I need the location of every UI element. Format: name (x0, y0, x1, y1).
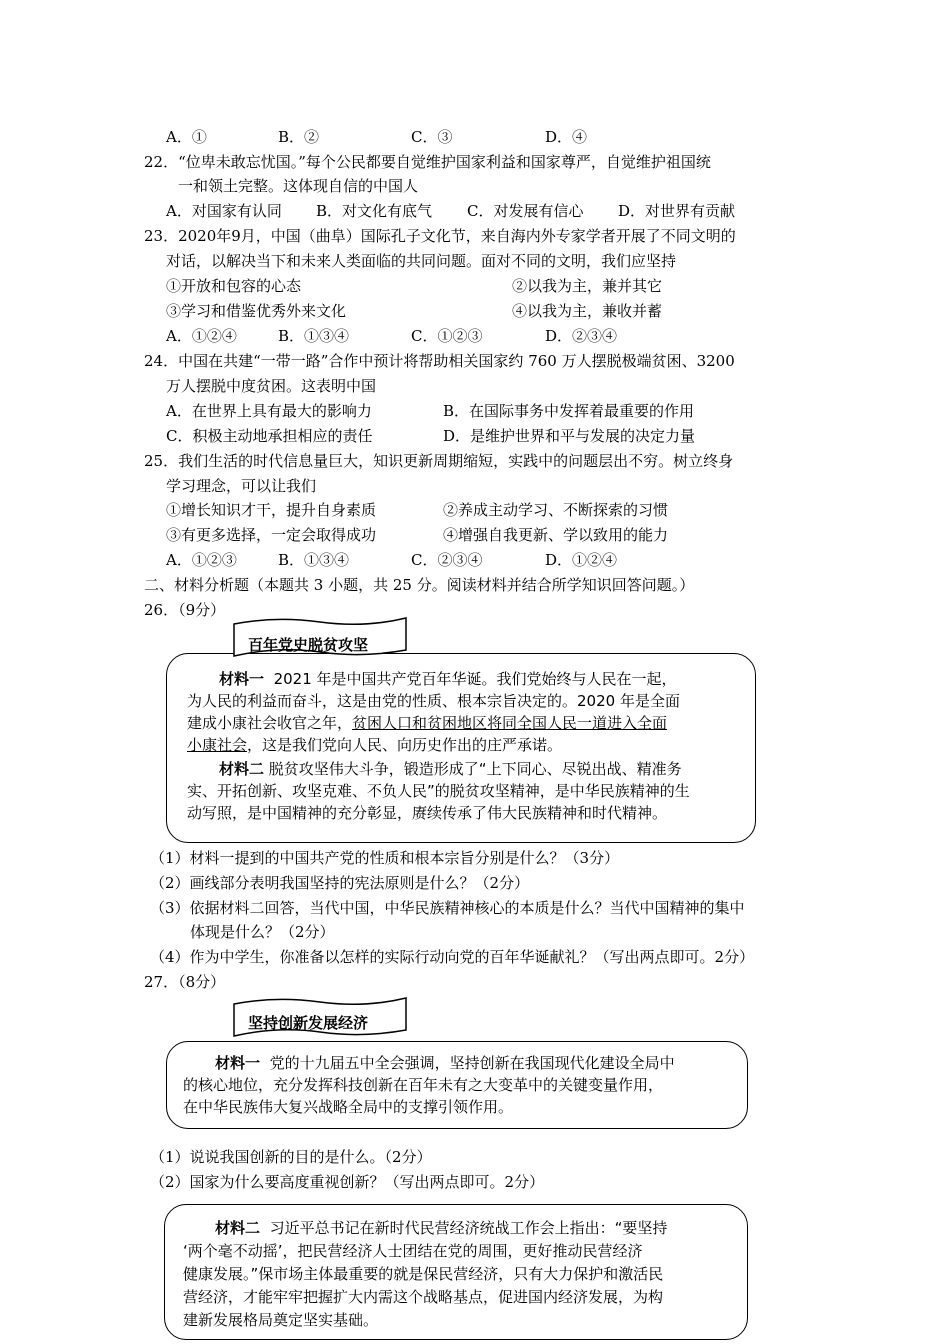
q21-option-b: B．② (278, 128, 320, 146)
q27-material1-box (166, 1041, 748, 1129)
q23-item-3: ③学习和借鉴优秀外来文化 (166, 302, 347, 320)
q27-m1-line1 (215, 1052, 675, 1074)
q23-item-1: ①开放和包容的心态 (166, 277, 302, 295)
q26-m1-underlined-2: 小康社会 (187, 736, 248, 754)
q24-option-c: C．积极主动地承担相应的责任 (166, 427, 373, 445)
q26-question-3-cont: 体现是什么？（2分） (190, 923, 335, 941)
q22-option-a: A．对国家有认同 (166, 202, 282, 220)
q26-question-2: （2）画线部分表明我国坚持的宪法原则是什么？（2分） (150, 874, 530, 892)
q26-banner-text: 百年党史脱贫攻坚 (248, 636, 369, 654)
q25-item-3: ③有更多选择，一定会取得成功 (166, 526, 377, 544)
q23-option-c: C．①②③ (411, 327, 483, 345)
q26-m1-line4 (187, 734, 562, 756)
q27-m2-line5: 建新发展格局奠定坚实基础。 (183, 1311, 379, 1329)
q26-m2-line2: 实、开拓创新、攻坚克难、不负人民”的脱贫攻坚精神，是中华民族精神的生 (187, 782, 690, 800)
q27-m2-text1: 习近平总书记在新时代民营经济统战工作会上指出：“要坚持 (269, 1219, 668, 1237)
q25-option-b: B．①③④ (278, 551, 350, 569)
q27-banner (230, 994, 410, 1042)
q24-option-d: D．是维护世界和平与发展的决定力量 (443, 427, 696, 445)
q21-option-c: C．③ (411, 128, 453, 146)
q23-item-4: ④以我为主，兼收并蓄 (512, 302, 663, 320)
q25-option-c: C．②③④ (411, 551, 483, 569)
q27-banner-text: 坚持创新发展经济 (248, 1014, 369, 1032)
q25-item-4: ④增强自我更新、学以致用的能力 (443, 526, 669, 544)
q27-m1-line2: 的核心地位，充分发挥科技创新在百年未有之大变革中的关键变量作用， (183, 1076, 664, 1094)
q26-m2-line3: 动写照，是中国精神的充分彰显，赓续传承了伟大民族精神和时代精神。 (187, 804, 668, 822)
q27-m2-line1 (215, 1217, 667, 1239)
q25-item-1: ①增长知识才干，提升自身素质 (166, 501, 377, 519)
q24-stem-line1: 24．中国在共建“一带一路”合作中预计将帮助相关国家约 760 万人摆脱极端贫困、3200 (144, 352, 735, 370)
q26-question-3: （3）依据材料二回答，当代中国，中华民族精神核心的本质是什么？当代中国精神的集中 (150, 899, 745, 917)
q26-m1-line3 (187, 712, 667, 734)
q22-option-d: D．对世界有贡献 (618, 202, 736, 220)
q26-m1-line1 (219, 668, 677, 690)
q26-m1-text1: 2021 年是中国共产党百年华诞。我们党始终与人民在一起， (273, 670, 677, 688)
q26-m1-label: 材料一 (219, 670, 265, 688)
q27-material2-box (164, 1204, 748, 1340)
q26-m1-text3: 建成小康社会收官之年， (187, 714, 353, 732)
q26-banner (230, 614, 410, 662)
q26-m2-line1 (219, 758, 682, 780)
q25-item-2: ②养成主动学习、不断探索的习惯 (443, 501, 669, 519)
q27-number: 27．（8分） (144, 973, 226, 991)
q23-option-d: D．②③④ (545, 327, 618, 345)
q26-number: 26．（9分） (144, 601, 226, 619)
q26-m1-underlined-1: 贫困人口和贫困地区将同全国人民一道进入全面 (352, 714, 668, 732)
q26-material-box (166, 653, 756, 843)
q26-m2-label: 材料二 (219, 760, 265, 778)
q24-stem-line2: 万人摆脱中度贫困。这表明中国 (166, 377, 377, 395)
q27-m1-line3: 在中华民族伟大复兴战略全局中的支撑引领作用。 (183, 1098, 514, 1116)
section-heading: 二、材料分析题（本题共 3 小题，共 25 分。阅读材料并结合所学知识回答问题。） (144, 576, 695, 594)
q26-m1-line2: 为人民的利益而奋斗，这是由党的性质、根本宗旨决定的。2020 年是全面 (187, 692, 680, 710)
q27-question-2: （2）国家为什么要高度重视创新？（写出两点即可。2分） (150, 1173, 545, 1191)
q27-question-1: （1）说说我国创新的目的是什么。（2分） (150, 1148, 432, 1166)
q25-option-d: D．①②④ (545, 551, 618, 569)
q23-stem-line1: 23．2020年9月，中国（曲阜）国际孔子文化节，来自海内外专家学者开展了不同文明的 (144, 227, 736, 245)
q24-option-a: A．在世界上具有最大的影响力 (166, 402, 372, 420)
q23-stem-line2: 对话，以解决当下和未来人类面临的共同问题。面对不同的文明，我们应坚持 (166, 252, 677, 270)
q26-m1-text5: ，这是我们党向人民、向历史作出的庄严承诺。 (247, 736, 563, 754)
q25-stem-line2: 学习理念，可以让我们 (166, 477, 317, 495)
q27-m2-line3: 健康发展。”保市场主体最重要的就是保民营经济，只有大力保护和激活民 (183, 1265, 664, 1283)
q27-m1-text1: 党的十九届五中全会强调，坚持创新在我国现代化建设全局中 (269, 1054, 675, 1072)
q26-m2-text1: 脱贫攻坚伟大斗争，锻造形成了“上下同心、尽锐出战、精准务 (268, 760, 682, 778)
q24-option-b: B．在国际事务中发挥着最重要的作用 (443, 402, 695, 420)
q27-m2-line2: ‘两个毫不动摇’，把民营经济人士团结在党的周围，更好推动民营经济 (183, 1242, 643, 1260)
q25-option-a: A．①②③ (166, 551, 237, 569)
q22-option-c: C．对发展有信心 (467, 202, 584, 220)
q25-stem-line1: 25．我们生活的时代信息量巨大，知识更新周期缩短，实践中的问题层出不穷。树立终身 (144, 452, 734, 470)
q26-question-4: （4）作为中学生，你准备以怎样的实际行动向党的百年华诞献礼？（写出两点即可。2分） (150, 948, 755, 966)
q21-option-d: D．④ (545, 128, 588, 146)
q22-stem-line2: 一和领土完整。这体现自信的中国人 (178, 177, 419, 195)
q23-item-2: ②以我为主，兼并其它 (512, 277, 663, 295)
q27-m1-label: 材料一 (215, 1054, 261, 1072)
q21-option-a: A．① (166, 128, 207, 146)
q26-question-1: （1）材料一提到的中国共产党的性质和根本宗旨分别是什么？（3分） (150, 849, 620, 867)
q23-option-a: A．①②④ (166, 327, 237, 345)
q27-m2-line4: 营经济，才能牢牢把握扩大内需这个战略基点，促进国内经济发展，为构 (183, 1288, 664, 1306)
q23-option-b: B．①③④ (278, 327, 350, 345)
q27-m2-label: 材料二 (215, 1219, 261, 1237)
q22-stem-line1: 22．“位卑未敢忘忧国。”每个公民都要自觉维护国家利益和国家尊严，自觉维护祖国统 (144, 153, 711, 171)
q22-option-b: B．对文化有底气 (316, 202, 433, 220)
